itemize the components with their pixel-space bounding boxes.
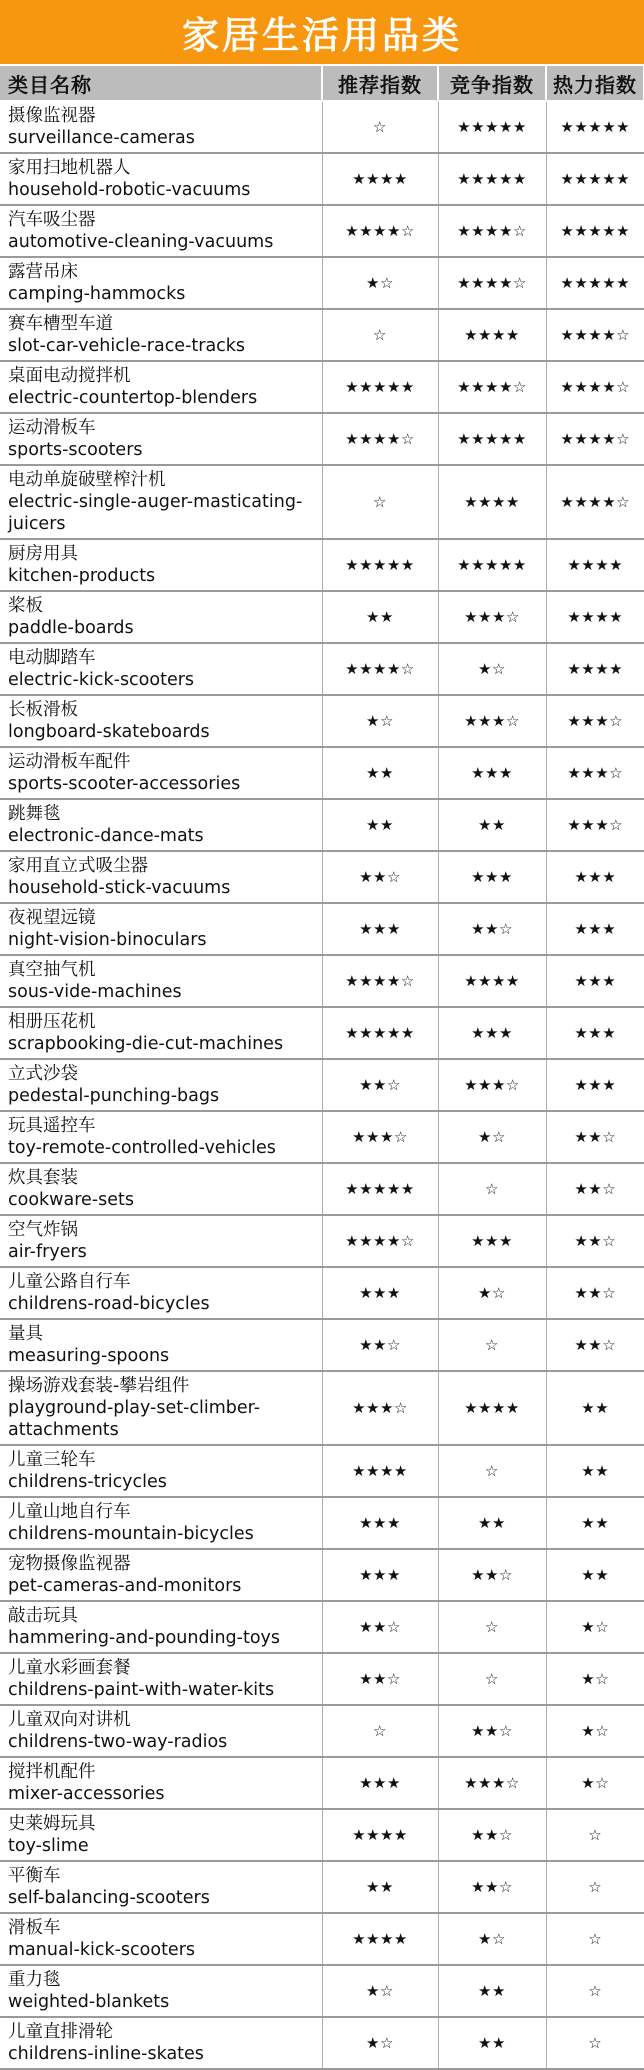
recommend-index-stars: ☆ <box>322 1705 438 1757</box>
category-name-cell <box>0 1913 322 1965</box>
table-row <box>0 903 644 955</box>
competition-index-stars: ★☆ <box>438 1913 546 1965</box>
category-chinese-name: 电动单旋破壁榨汁机 <box>8 470 166 490</box>
category-name-cell <box>0 1007 322 1059</box>
competition-index-stars: ★★☆ <box>438 1705 546 1757</box>
category-english-slug: longboard-skateboards <box>8 722 210 742</box>
heat-index-stars: ★★★★☆ <box>546 413 644 465</box>
heat-index-stars: ★★★★★ <box>546 101 644 153</box>
competition-index-stars: ★★★★☆ <box>438 361 546 413</box>
table-row <box>0 1601 644 1653</box>
heat-index-stars: ★★★★★ <box>546 205 644 257</box>
category-chinese-name: 儿童三轮车 <box>8 1450 96 1470</box>
category-english-slug: weighted-blankets <box>8 1992 170 2012</box>
table-row <box>0 643 644 695</box>
table-row <box>0 1913 644 1965</box>
recommend-index-stars: ☆ <box>322 101 438 153</box>
competition-index-stars: ★★☆ <box>438 1549 546 1601</box>
competition-index-stars: ★★★ <box>438 1007 546 1059</box>
competition-index-stars: ☆ <box>438 1601 546 1653</box>
competition-index-stars: ★★★☆ <box>438 1757 546 1809</box>
heat-index-stars: ★★☆ <box>546 1215 644 1267</box>
competition-index-stars: ★★★ <box>438 851 546 903</box>
category-chinese-name: 露营吊床 <box>8 262 78 282</box>
competition-index-stars: ★★★★ <box>438 955 546 1007</box>
table-row <box>0 695 644 747</box>
category-table <box>0 64 644 2070</box>
category-chinese-name: 夜视望远镜 <box>8 908 96 928</box>
category-english-slug: hammering-and-pounding-toys <box>8 1628 281 1648</box>
category-chinese-name: 赛车槽型车道 <box>8 314 113 334</box>
recommend-index-stars: ★★★ <box>322 1267 438 1319</box>
recommend-index-stars: ★★★★ <box>322 153 438 205</box>
category-english-slug: electric-kick-scooters <box>8 670 195 690</box>
header-row <box>0 65 644 101</box>
category-chinese-name: 立式沙袋 <box>8 1064 78 1084</box>
heat-index-stars: ☆ <box>546 2017 644 2069</box>
category-english-slug: manual-kick-scooters <box>8 1940 196 1960</box>
competition-index-stars: ☆ <box>438 1319 546 1371</box>
category-name-cell <box>0 205 322 257</box>
recommend-index-stars: ★★★ <box>322 1497 438 1549</box>
recommend-index-stars: ★★ <box>322 799 438 851</box>
competition-index-stars: ★★ <box>438 1965 546 2017</box>
competition-index-stars: ☆ <box>438 1163 546 1215</box>
table-row <box>0 1059 644 1111</box>
table-row <box>0 1319 644 1371</box>
recommend-index-stars: ★★★★☆ <box>322 643 438 695</box>
competition-index-stars: ★☆ <box>438 643 546 695</box>
heat-index-stars: ☆ <box>546 1861 644 1913</box>
category-chinese-name: 空气炸锅 <box>8 1220 78 1240</box>
table-row <box>0 2017 644 2069</box>
recommend-index-stars: ★☆ <box>322 2017 438 2069</box>
recommend-index-stars: ★★ <box>322 1861 438 1913</box>
competition-index-stars: ★★★★★ <box>438 413 546 465</box>
category-chinese-name: 电动脚踏车 <box>8 648 96 668</box>
category-english-slug: pedestal-punching-bags <box>8 1086 220 1106</box>
category-english-slug: camping-hammocks <box>8 284 186 304</box>
heat-index-stars: ★★★ <box>546 851 644 903</box>
competition-index-stars: ★★ <box>438 799 546 851</box>
category-english-slug: childrens-mountain-bicycles <box>8 1524 254 1544</box>
competition-index-stars: ★★☆ <box>438 1809 546 1861</box>
heat-index-stars: ★☆ <box>546 1601 644 1653</box>
category-name-cell <box>0 101 322 153</box>
table-row <box>0 1163 644 1215</box>
category-english-slug: scrapbooking-die-cut-machines <box>8 1034 284 1054</box>
category-name-cell <box>0 361 322 413</box>
table-row <box>0 1445 644 1497</box>
category-name-cell <box>0 1653 322 1705</box>
category-name-cell <box>0 1445 322 1497</box>
recommend-index-stars: ★★☆ <box>322 1653 438 1705</box>
competition-index-stars: ★★★☆ <box>438 591 546 643</box>
heat-index-stars: ★★ <box>546 1497 644 1549</box>
category-name-cell <box>0 695 322 747</box>
category-chinese-name: 儿童水彩画套餐 <box>8 1658 131 1678</box>
competition-index-stars: ☆ <box>438 1445 546 1497</box>
category-chinese-name: 家用直立式吸尘器 <box>8 856 148 876</box>
heat-index-stars: ★★ <box>546 1445 644 1497</box>
category-english-slug: playground-play-set-climber-attachments <box>8 1398 261 1440</box>
category-name-cell <box>0 1601 322 1653</box>
recommend-index-stars: ★★☆ <box>322 1601 438 1653</box>
category-english-slug: night-vision-binoculars <box>8 930 207 950</box>
competition-index-stars: ★★★★ <box>438 465 546 539</box>
heat-index-stars: ★★★☆ <box>546 799 644 851</box>
recommend-index-stars: ★☆ <box>322 1965 438 2017</box>
recommend-index-stars: ★★★★☆ <box>322 413 438 465</box>
heat-index-stars: ★★ <box>546 1549 644 1601</box>
category-english-slug: electronic-dance-mats <box>8 826 204 846</box>
category-chinese-name: 儿童公路自行车 <box>8 1272 131 1292</box>
recommend-index-stars: ★☆ <box>322 257 438 309</box>
category-name-cell <box>0 1705 322 1757</box>
recommend-index-stars: ☆ <box>322 465 438 539</box>
category-name-cell <box>0 1757 322 1809</box>
category-english-slug: slot-car-vehicle-race-tracks <box>8 336 246 356</box>
category-name-cell <box>0 1861 322 1913</box>
competition-index-stars: ★★★★ <box>438 309 546 361</box>
table-row <box>0 591 644 643</box>
table-row <box>0 1007 644 1059</box>
category-english-slug: toy-remote-controlled-vehicles <box>8 1138 276 1158</box>
category-english-slug: mixer-accessories <box>8 1784 165 1804</box>
category-name-cell <box>0 1059 322 1111</box>
category-chinese-name: 真空抽气机 <box>8 960 96 980</box>
competition-index-stars: ★★★★★ <box>438 539 546 591</box>
category-english-slug: sports-scooters <box>8 440 143 460</box>
category-chinese-name: 相册压花机 <box>8 1012 96 1032</box>
category-english-slug: surveillance-cameras <box>8 128 195 148</box>
category-english-slug: household-stick-vacuums <box>8 878 231 898</box>
recommend-index-stars: ★☆ <box>322 695 438 747</box>
category-name-cell <box>0 591 322 643</box>
category-english-slug: measuring-spoons <box>8 1346 170 1366</box>
competition-index-stars: ★★★★★ <box>438 101 546 153</box>
table-row <box>0 257 644 309</box>
table-row <box>0 1809 644 1861</box>
category-chinese-name: 重力毯 <box>8 1970 61 1990</box>
heat-index-stars: ★★★ <box>546 1059 644 1111</box>
category-chinese-name: 量具 <box>8 1324 43 1344</box>
category-name-cell <box>0 257 322 309</box>
category-chinese-name: 汽车吸尘器 <box>8 210 96 230</box>
category-english-slug: childrens-road-bicycles <box>8 1294 210 1314</box>
table-row <box>0 1965 644 2017</box>
recommend-index-stars: ★★★☆ <box>322 1371 438 1445</box>
heat-index-stars: ★★★★ <box>546 591 644 643</box>
category-chinese-name: 滑板车 <box>8 1918 61 1938</box>
competition-index-stars: ★★☆ <box>438 903 546 955</box>
heat-index-stars: ★★★ <box>546 903 644 955</box>
table-row <box>0 851 644 903</box>
category-english-slug: sous-vide-machines <box>8 982 182 1002</box>
recommend-index-stars: ★★ <box>322 747 438 799</box>
category-name-cell <box>0 1371 322 1445</box>
category-name-cell <box>0 539 322 591</box>
header-recommend-index: 推荐指数 <box>322 65 438 101</box>
category-english-slug: automotive-cleaning-vacuums <box>8 232 274 252</box>
category-english-slug: childrens-tricycles <box>8 1472 167 1492</box>
recommend-index-stars: ★★★★★ <box>322 539 438 591</box>
heat-index-stars: ★★★★★ <box>546 257 644 309</box>
category-name-cell <box>0 413 322 465</box>
recommend-index-stars: ★★★★ <box>322 1445 438 1497</box>
category-chinese-name: 厨房用具 <box>8 544 78 564</box>
header-competition-index: 竞争指数 <box>438 65 546 101</box>
category-chinese-name: 儿童直排滑轮 <box>8 2022 113 2042</box>
category-english-slug: cookware-sets <box>8 1190 134 1210</box>
category-chinese-name: 长板滑板 <box>8 700 78 720</box>
competition-index-stars: ★★ <box>438 2017 546 2069</box>
category-chinese-name: 操场游戏套装-攀岩组件 <box>8 1376 190 1396</box>
recommend-index-stars: ★★★★ <box>322 1913 438 1965</box>
heat-index-stars: ☆ <box>546 1809 644 1861</box>
category-chinese-name: 运动滑板车 <box>8 418 96 438</box>
category-english-slug: self-balancing-scooters <box>8 1888 210 1908</box>
category-name-cell <box>0 1965 322 2017</box>
heat-index-stars: ☆ <box>546 1965 644 2017</box>
category-name-cell <box>0 1319 322 1371</box>
recommend-index-stars: ★★ <box>322 591 438 643</box>
category-name-cell <box>0 465 322 539</box>
category-chinese-name: 运动滑板车配件 <box>8 752 131 772</box>
table-row <box>0 361 644 413</box>
category-chinese-name: 跳舞毯 <box>8 804 61 824</box>
heat-index-stars: ★☆ <box>546 1757 644 1809</box>
category-english-slug: electric-countertop-blenders <box>8 388 258 408</box>
table-row <box>0 153 644 205</box>
recommend-index-stars: ★★★★★ <box>322 1007 438 1059</box>
recommend-index-stars: ★★★ <box>322 1549 438 1601</box>
category-chinese-name: 桌面电动搅拌机 <box>8 366 131 386</box>
category-english-slug: sports-scooter-accessories <box>8 774 241 794</box>
heat-index-stars: ★★★ <box>546 955 644 1007</box>
category-name-cell <box>0 747 322 799</box>
recommend-index-stars: ★★★★★ <box>322 361 438 413</box>
competition-index-stars: ★★☆ <box>438 1861 546 1913</box>
category-english-slug: pet-cameras-and-monitors <box>8 1576 242 1596</box>
table-row <box>0 1215 644 1267</box>
category-chinese-name: 儿童双向对讲机 <box>8 1710 131 1730</box>
heat-index-stars: ★★★☆ <box>546 747 644 799</box>
category-english-slug: paddle-boards <box>8 618 134 638</box>
heat-index-stars: ★★☆ <box>546 1267 644 1319</box>
heat-index-stars: ★★☆ <box>546 1111 644 1163</box>
recommend-index-stars: ★★★ <box>322 903 438 955</box>
header-heat-index: 热力指数 <box>546 65 644 101</box>
category-chinese-name: 敲击玩具 <box>8 1606 78 1626</box>
competition-index-stars: ★☆ <box>438 1111 546 1163</box>
competition-index-stars: ★★★★☆ <box>438 205 546 257</box>
heat-index-stars: ★★★ <box>546 1007 644 1059</box>
heat-index-stars: ★★★★ <box>546 643 644 695</box>
recommend-index-stars: ★★★★ <box>322 1809 438 1861</box>
category-chinese-name: 玩具遥控车 <box>8 1116 96 1136</box>
category-name-cell <box>0 1549 322 1601</box>
table-row <box>0 799 644 851</box>
category-chinese-name: 宠物摄像监视器 <box>8 1554 131 1574</box>
category-chinese-name: 史莱姆玩具 <box>8 1814 96 1834</box>
recommend-index-stars: ★★★★★ <box>322 1163 438 1215</box>
header-category-name: 类目名称 <box>0 65 322 101</box>
table-row <box>0 1111 644 1163</box>
category-name-cell <box>0 643 322 695</box>
category-chinese-name: 平衡车 <box>8 1866 61 1886</box>
table-row <box>0 955 644 1007</box>
recommend-index-stars: ☆ <box>322 309 438 361</box>
table-row <box>0 101 644 153</box>
category-name-cell <box>0 153 322 205</box>
recommend-index-stars: ★★★★☆ <box>322 955 438 1007</box>
recommend-index-stars: ★★★ <box>322 1757 438 1809</box>
table-body <box>0 101 644 2069</box>
category-name-cell <box>0 799 322 851</box>
recommend-index-stars: ★★☆ <box>322 1059 438 1111</box>
recommend-index-stars: ★★★★☆ <box>322 205 438 257</box>
category-name-cell <box>0 1215 322 1267</box>
recommend-index-stars: ★★☆ <box>322 1319 438 1371</box>
category-name-cell <box>0 309 322 361</box>
category-english-slug: toy-slime <box>8 1836 89 1856</box>
recommend-index-stars: ★★★★☆ <box>322 1215 438 1267</box>
category-chinese-name: 家用扫地机器人 <box>8 158 131 178</box>
recommend-index-stars: ★★★☆ <box>322 1111 438 1163</box>
heat-index-stars: ★★★☆ <box>546 695 644 747</box>
heat-index-stars: ★☆ <box>546 1653 644 1705</box>
table-row <box>0 747 644 799</box>
table-row <box>0 1497 644 1549</box>
competition-index-stars: ★★★★★ <box>438 153 546 205</box>
table-row <box>0 539 644 591</box>
category-english-slug: household-robotic-vacuums <box>8 180 251 200</box>
category-english-slug: electric-single-auger-masticating-juicers <box>8 492 303 534</box>
category-english-slug: childrens-inline-skates <box>8 2044 204 2064</box>
category-english-slug: childrens-paint-with-water-kits <box>8 1680 275 1700</box>
competition-index-stars: ★★★☆ <box>438 1059 546 1111</box>
heat-index-stars: ☆ <box>546 1913 644 1965</box>
heat-index-stars: ★★★★☆ <box>546 309 644 361</box>
category-chinese-name: 桨板 <box>8 596 43 616</box>
category-name-cell <box>0 1111 322 1163</box>
table-row <box>0 1705 644 1757</box>
table-row <box>0 465 644 539</box>
table-row <box>0 1371 644 1445</box>
title-banner <box>0 0 644 64</box>
category-name-cell <box>0 1267 322 1319</box>
table-row <box>0 1861 644 1913</box>
category-english-slug: childrens-two-way-radios <box>8 1732 228 1752</box>
table-row <box>0 1267 644 1319</box>
category-english-slug: air-fryers <box>8 1242 87 1262</box>
category-name-cell <box>0 1809 322 1861</box>
competition-index-stars: ★★★ <box>438 1215 546 1267</box>
category-name-cell <box>0 955 322 1007</box>
heat-index-stars: ★★☆ <box>546 1163 644 1215</box>
table-row <box>0 413 644 465</box>
table-row <box>0 205 644 257</box>
category-chinese-name: 摄像监视器 <box>8 106 96 126</box>
table-row <box>0 1653 644 1705</box>
competition-index-stars: ★★★ <box>438 747 546 799</box>
heat-index-stars: ★★★★☆ <box>546 465 644 539</box>
table-row <box>0 1757 644 1809</box>
category-name-cell <box>0 1497 322 1549</box>
category-chinese-name: 炊具套装 <box>8 1168 78 1188</box>
competition-index-stars: ★☆ <box>438 1267 546 1319</box>
competition-index-stars: ★★★★☆ <box>438 257 546 309</box>
category-name-cell <box>0 903 322 955</box>
table-row <box>0 309 644 361</box>
table-row <box>0 1549 644 1601</box>
category-chinese-name: 搅拌机配件 <box>8 1762 96 1782</box>
heat-index-stars: ★★☆ <box>546 1319 644 1371</box>
category-name-cell <box>0 851 322 903</box>
category-name-cell <box>0 2017 322 2069</box>
competition-index-stars: ★★★★ <box>438 1371 546 1445</box>
competition-index-stars: ★★ <box>438 1497 546 1549</box>
category-chinese-name: 儿童山地自行车 <box>8 1502 131 1522</box>
heat-index-stars: ★★★★ <box>546 539 644 591</box>
heat-index-stars: ★☆ <box>546 1705 644 1757</box>
heat-index-stars: ★★★★★ <box>546 153 644 205</box>
heat-index-stars: ★★★★☆ <box>546 361 644 413</box>
category-name-cell <box>0 1163 322 1215</box>
heat-index-stars: ★★ <box>546 1371 644 1445</box>
page-title: 家居生活用品类 <box>182 14 462 57</box>
category-english-slug: kitchen-products <box>8 566 156 586</box>
competition-index-stars: ☆ <box>438 1653 546 1705</box>
competition-index-stars: ★★★☆ <box>438 695 546 747</box>
recommend-index-stars: ★★☆ <box>322 851 438 903</box>
